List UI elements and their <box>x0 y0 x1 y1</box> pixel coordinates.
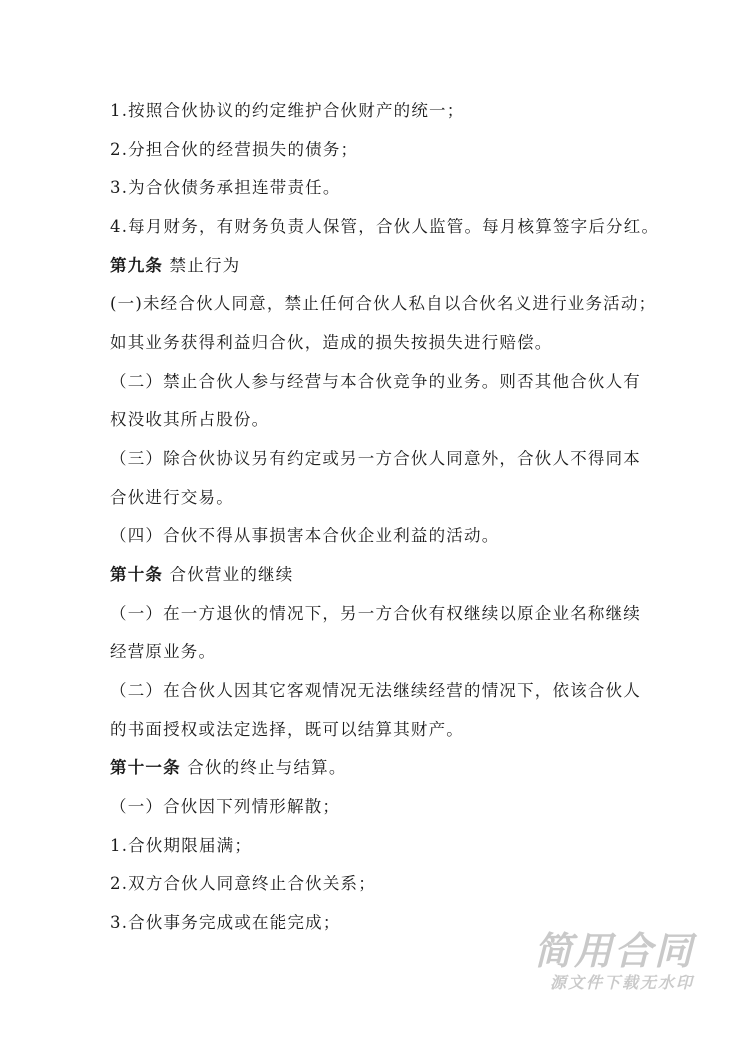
clause-line: 1.按照合伙协议的约定维护合伙财产的统一； <box>110 101 465 120</box>
article-number: 第九条 <box>110 256 164 275</box>
clause-line: 的书面授权或法定选择，既可以结算其财产。 <box>110 720 464 739</box>
clause-line: 3.合伙事务完成或在能完成； <box>110 913 341 932</box>
clause-line: （一）合伙因下列情形解散； <box>110 797 341 816</box>
article-number: 第十一条 <box>110 758 181 777</box>
article-heading-11 <box>110 758 640 778</box>
article-title: 禁止行为 <box>163 256 241 275</box>
clause-line: 2.分担合伙的经营损失的债务； <box>110 140 359 159</box>
watermark-subtitle: 源文件下载无水印 <box>549 973 694 992</box>
clause-line: 权没收其所占股份。 <box>110 410 270 429</box>
clause-line: 合伙进行交易。 <box>110 488 234 507</box>
watermark-title: 简用合同 <box>533 929 694 973</box>
article-title: 合伙营业的继续 <box>163 565 294 584</box>
clause-line: 如其业务获得利益归合伙，造成的损失按损失进行赔偿。 <box>110 333 553 352</box>
clause-line: (一)未经合伙人同意，禁止任何合伙人私自以合伙名义进行业务活动； <box>110 294 657 313</box>
clause-line: 3.为合伙债务承担连带责任。 <box>110 178 341 197</box>
clause-line: （三）除合伙协议另有约定或另一方合伙人同意外，合伙人不得同本 <box>110 449 641 468</box>
article-title: 合伙的终止与结算。 <box>180 758 347 777</box>
clause-line: 经营原业务。 <box>110 642 217 661</box>
article-heading-9 <box>110 256 640 276</box>
article-number: 第十条 <box>110 565 164 584</box>
clause-line: 2.双方合伙人同意终止合伙关系； <box>110 874 376 893</box>
clause-line: （二）在合伙人因其它客观情况无法继续经营的情况下，依该合伙人 <box>110 681 641 700</box>
clause-line: 4.每月财务，有财务负责人保管，合伙人监管。每月核算签字后分红。 <box>110 217 660 236</box>
clause-line: （四）合伙不得从事损害本合伙企业利益的活动。 <box>110 526 500 545</box>
clause-line: 1.合伙期限届满； <box>110 836 253 855</box>
article-heading-10 <box>110 565 640 585</box>
clause-line: （二）禁止合伙人参与经营与本合伙竞争的业务。则否其他合伙人有 <box>110 372 641 391</box>
clause-line: （一）在一方退伙的情况下，另一方合伙有权继续以原企业名称继续 <box>110 604 641 623</box>
